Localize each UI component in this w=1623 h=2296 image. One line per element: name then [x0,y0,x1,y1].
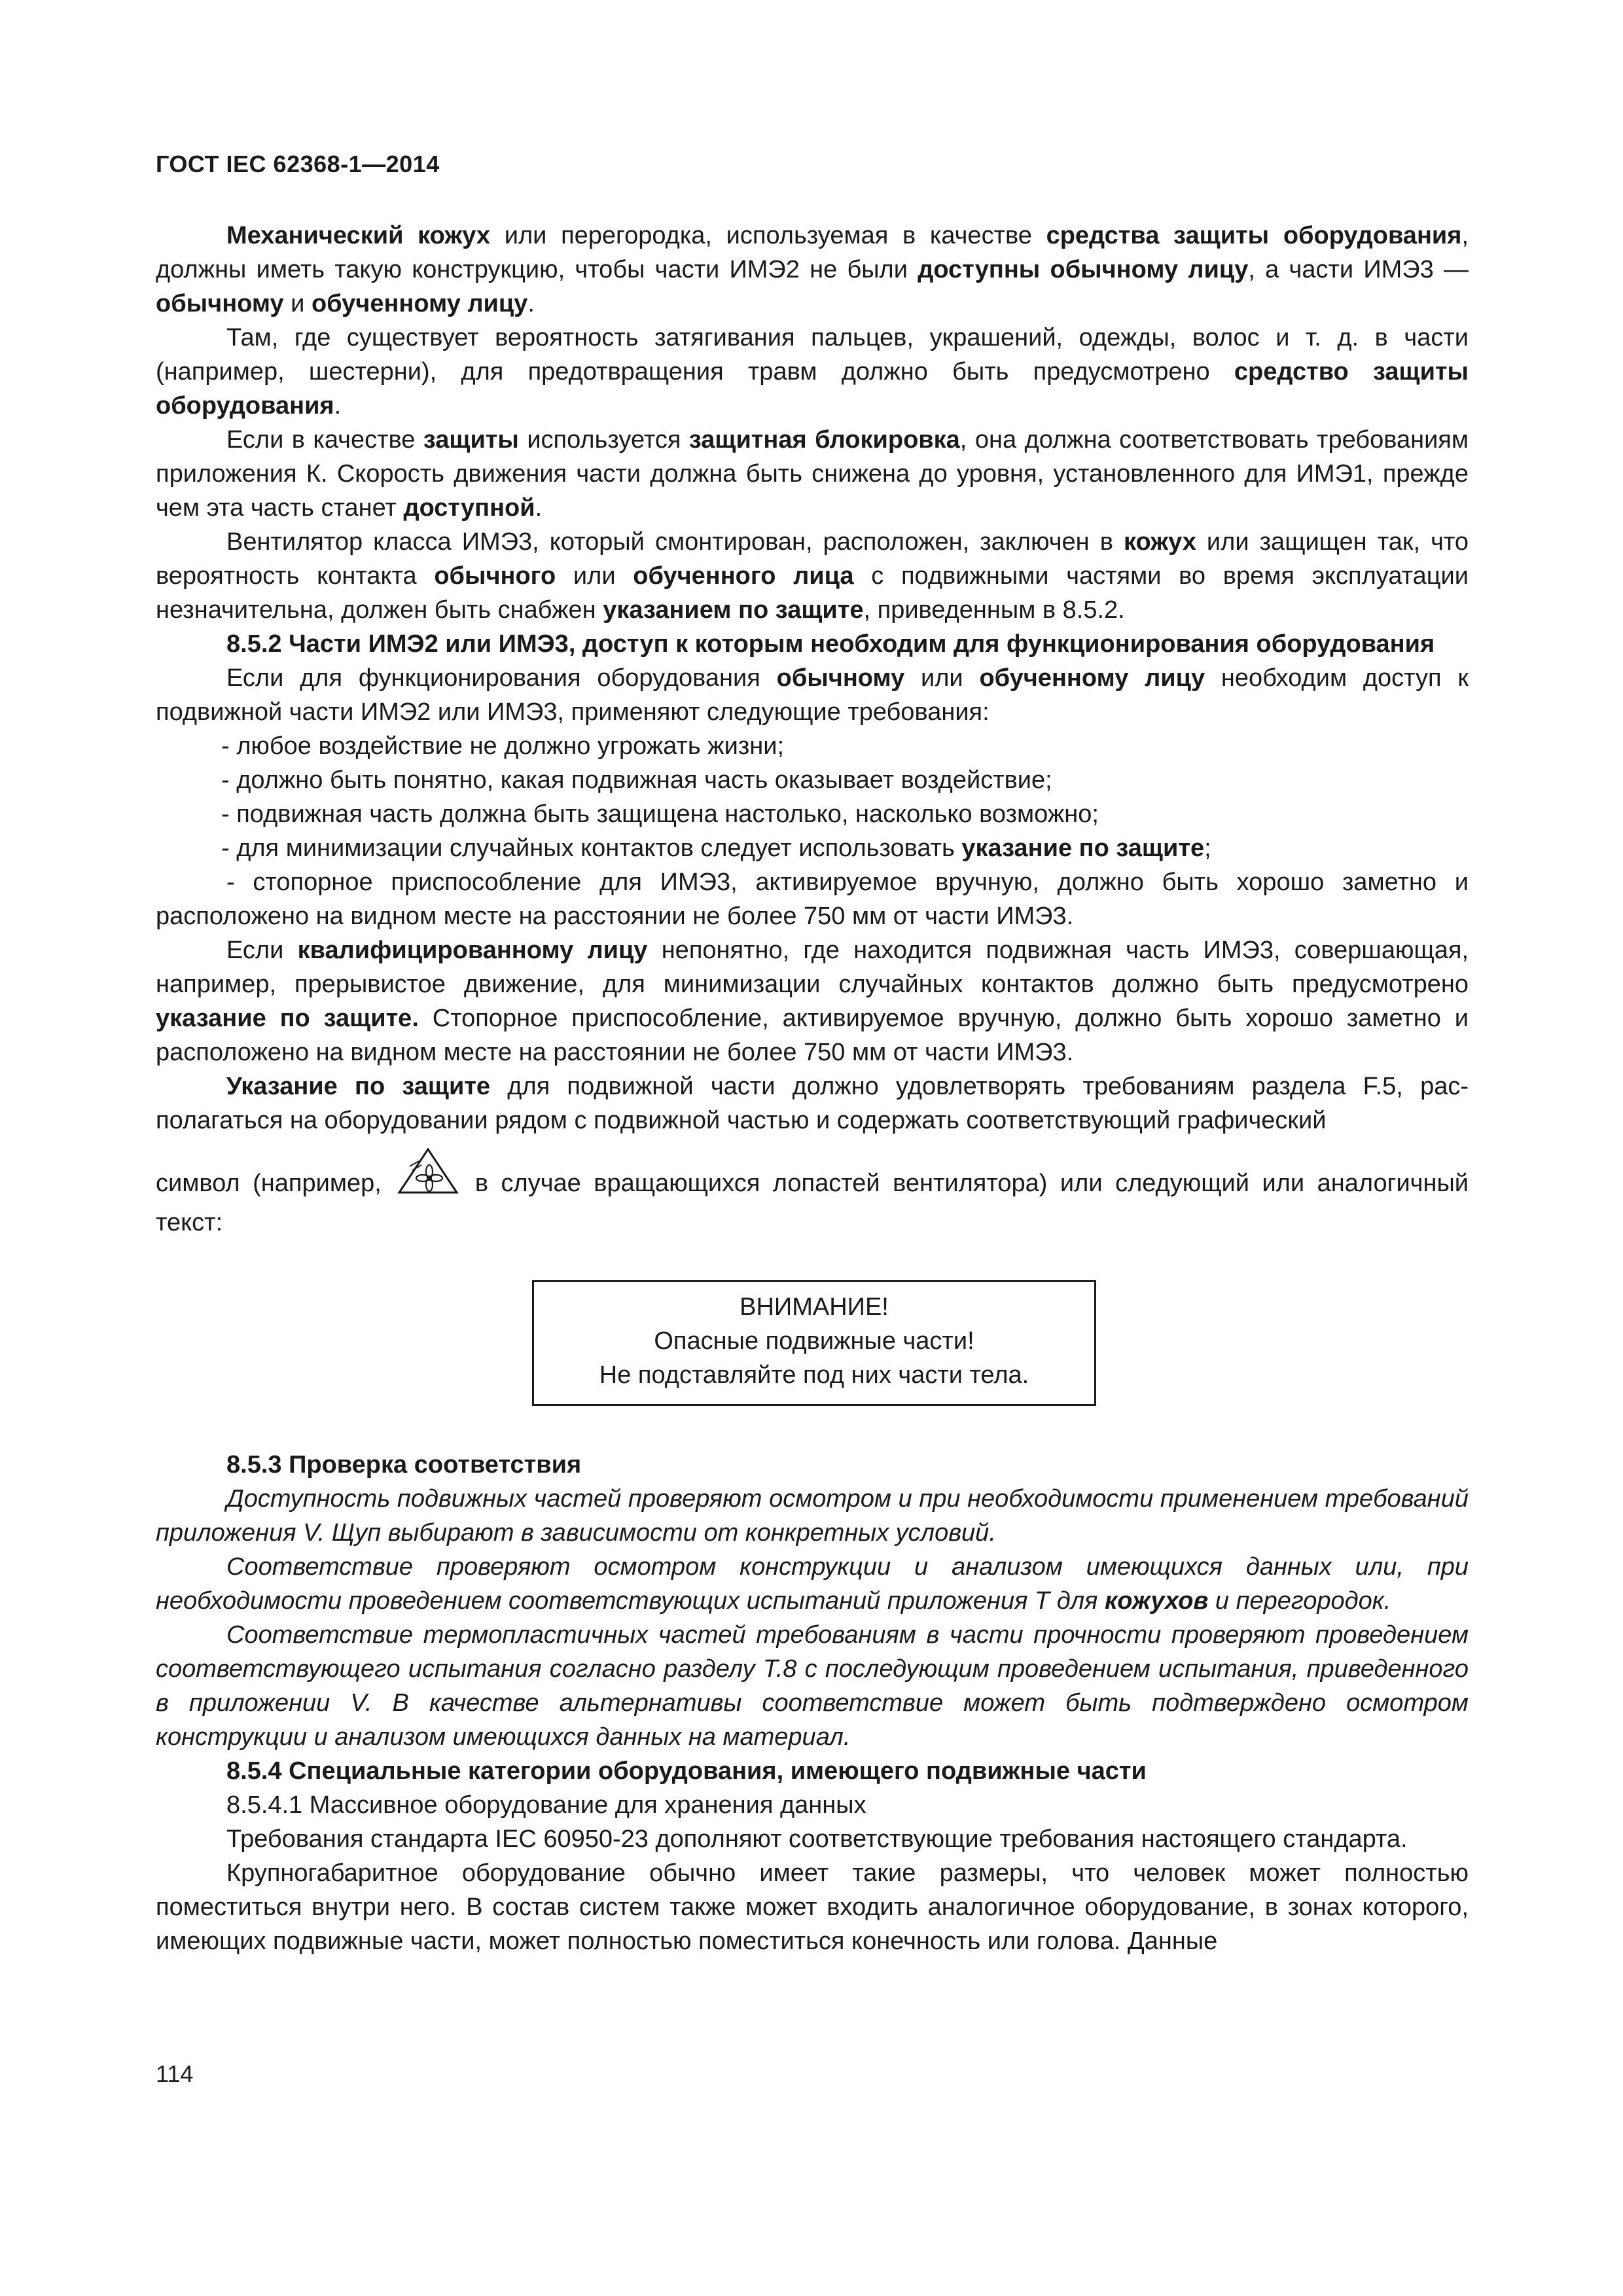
bold-term: 8.5.3 Проверка соответствия [226,1451,582,1479]
paragraph [156,525,1469,627]
italic-text: Доступность подвижных частей проверяют осмотром и при необходимости применением требований приложения V. Щуп выбирают в зависимости от конкретных условий. [156,1485,1469,1547]
bold-term: Указание по защите [226,1073,491,1100]
list-item [156,831,1469,865]
paragraph [156,1822,1469,1856]
paragraph [156,1069,1469,1138]
list-item [156,797,1469,831]
text-run: ; [1204,834,1211,862]
bold-term: средства защиты оборудования [1046,222,1462,249]
page-content [156,219,1469,1958]
text-run: - любое воздействие не должно угрожать жизни; [221,732,785,760]
section-heading-8-5-3 [156,1448,1469,1482]
paragraph-symbol-line [156,1147,1469,1242]
page-number: 114 [156,2060,194,2087]
notice-line-1: ВНИМАНИЕ! [740,1293,889,1321]
italic-paragraph [156,1618,1469,1754]
bold-term: защитная блокировка [688,426,960,454]
warning-notice-wrap [156,1242,1469,1448]
bold-term: указание по защите [961,834,1205,862]
text-run: с подвижными частями во время эксплуатации незначительна, должен быть снабжен [156,562,1469,624]
text-run: . [527,290,535,317]
text-run: Вентилятор класса ИМЭ3, который смонтирован, расположен, заключен в [226,528,1124,556]
section-heading-8-5-4 [156,1754,1469,1788]
text-run: Там, где существует вероятность затягивания пальцев, украшений, одежды, волос и т. д. в части (например, шестерни), для предотвращения травм должно быть предусмотрено [156,324,1469,386]
text-run: Требования стандарта IEC 60950-23 дополняют соответствующие требования настоящего стандарта. [226,1825,1408,1853]
bold-term: обычного [434,562,556,590]
bold-term: обычному [156,290,284,317]
fan-blade-warning-icon [397,1147,459,1195]
text-run: используется [518,426,689,454]
bold-term: доступны обычному лицу [918,256,1249,283]
bold-italic-term: кожухов [1105,1587,1209,1615]
bold-term: обученному лицу [979,664,1205,692]
text-run: - для минимизации случайных контактов следует использовать [221,834,962,862]
text-run: . [535,494,543,522]
text-run: - стопорное приспособление для ИМЭ3, активируемое вручную, должно быть хорошо заметно и расположено на видном месте на расстоянии не более 750 мм от части ИМЭ3. [156,869,1469,930]
text-run: Если для функционирования оборудования [226,664,777,692]
text-run: - подвижная часть должна быть защищена настолько, насколько возможно; [221,800,1099,828]
text-run: - должно быть понятно, какая подвижная часть оказывает воздействие; [221,766,1052,794]
warning-notice-box [532,1280,1096,1406]
italic-paragraph [156,1482,1469,1550]
paragraph [156,423,1469,525]
symbol-text-before: символ (например, [156,1170,395,1197]
text-run: Стопорное приспособление, активируемое вручную, должно быть хорошо заметно и расположено на видном месте на расстоянии не более 750 мм от части ИМЭ3. [156,1005,1469,1066]
paragraph [156,933,1469,1069]
list-item [156,865,1469,933]
section-heading-8-5-2 [156,627,1469,661]
italic-text: Соответствие проверяют осмотром конструкции и анализом имеющихся данных или, при необходимости проведением соответствующих испытаний приложения Т для [156,1553,1469,1615]
list-item [156,729,1469,763]
text-run: непонятно, где находится подвижная часть ИМЭ3, совершающая, например, прерывистое движение, для минимизации случайных контактов должно быть предусмотрено [156,937,1469,998]
bold-term: защиты [423,426,519,454]
text-run: Если [226,937,298,964]
bold-term: квалифицированному лицу [297,937,648,964]
bold-term: Механический кожух [226,222,491,249]
text-run: , она должна соответствовать требованиям приложения К. Скорость движения части должна быть снижена до уровня, установленного для ИМЭ1, прежде чем эта часть станет [156,426,1469,522]
text-run: и [283,290,312,317]
text-run: , приведенным в 8.5.2. [863,596,1125,624]
list-item [156,763,1469,797]
bold-term: 8.5.2 Части ИМЭ2 или ИМЭ3, доступ к которым необходим для функционирования оборудования [226,630,1435,658]
text-run: . [334,392,342,420]
paragraph [156,321,1469,423]
symbol-text-after: в случае вращающихся лопастей вентилятора) или следующий или аналогичный текст: [156,1170,1469,1236]
italic-text: и перегородок. [1208,1587,1391,1615]
paragraph [156,661,1469,729]
document-header: ГОСТ IEC 62368-1—2014 [156,151,440,177]
text-run: необходим доступ к подвижной части ИМЭ2 или ИМЭ3, применяют следующие требования: [156,664,1469,726]
text-run: или [904,664,980,692]
paragraph [156,219,1469,321]
text-run: или [556,562,633,590]
bold-term: средство защиты оборудования [156,358,1469,420]
bold-term: обученного лица [633,562,854,590]
notice-line-2: Опасные подвижные части! [654,1327,974,1355]
bold-term: кожух [1123,528,1196,556]
text-run: , должны иметь такую конструкцию, чтобы части ИМЭ2 не были [156,222,1469,283]
bold-term: указание по защите. [156,1005,419,1032]
notice-line-3: Не подставляйте под них части тела. [599,1361,1029,1389]
text-run: или защищен так, что вероятность контакта [156,528,1469,590]
bold-term: доступной [403,494,535,522]
bold-term: обычному [776,664,905,692]
bold-term: обученному лицу [311,290,528,317]
subsection-title [156,1788,1469,1822]
text-run: , а части ИМЭ3 — [1248,256,1469,283]
text-run: или перегородка, используемая в качестве [490,222,1046,249]
text-run: Крупногабаритное оборудование обычно имеет такие размеры, что человек может полностью поместиться внутри него. В состав систем также может входить аналогичное оборудование, в зонах которого, имеющих подвижные части, может полностью поместиться конечность или голова. Данные [156,1859,1469,1955]
italic-paragraph [156,1550,1469,1618]
bold-term: указанием по защите [603,596,864,624]
text-run: для подвижной части должно удовлетворять требованиям раздела F.5, располагаться на оборудовании рядом с подвижной частью и содержать соответствующий графический [156,1073,1469,1134]
paragraph [156,1856,1469,1958]
italic-text: Соответствие термопластичных частей требованиям в части прочности проверяют проведением соответствующего испытания согласно разделу Т.8 с последующим проведением испытания, приведенного в приложении V. В качестве альтернативы соответствие может быть подтверждено осмотром конструкции и анализом имеющихся данных на материал. [156,1621,1469,1751]
bold-term: 8.5.4 Специальные категории оборудования, имеющего подвижные части [226,1757,1147,1785]
text-run: Если в качестве [226,426,423,454]
text-run: 8.5.4.1 Массивное оборудование для хранения данных [226,1791,866,1819]
